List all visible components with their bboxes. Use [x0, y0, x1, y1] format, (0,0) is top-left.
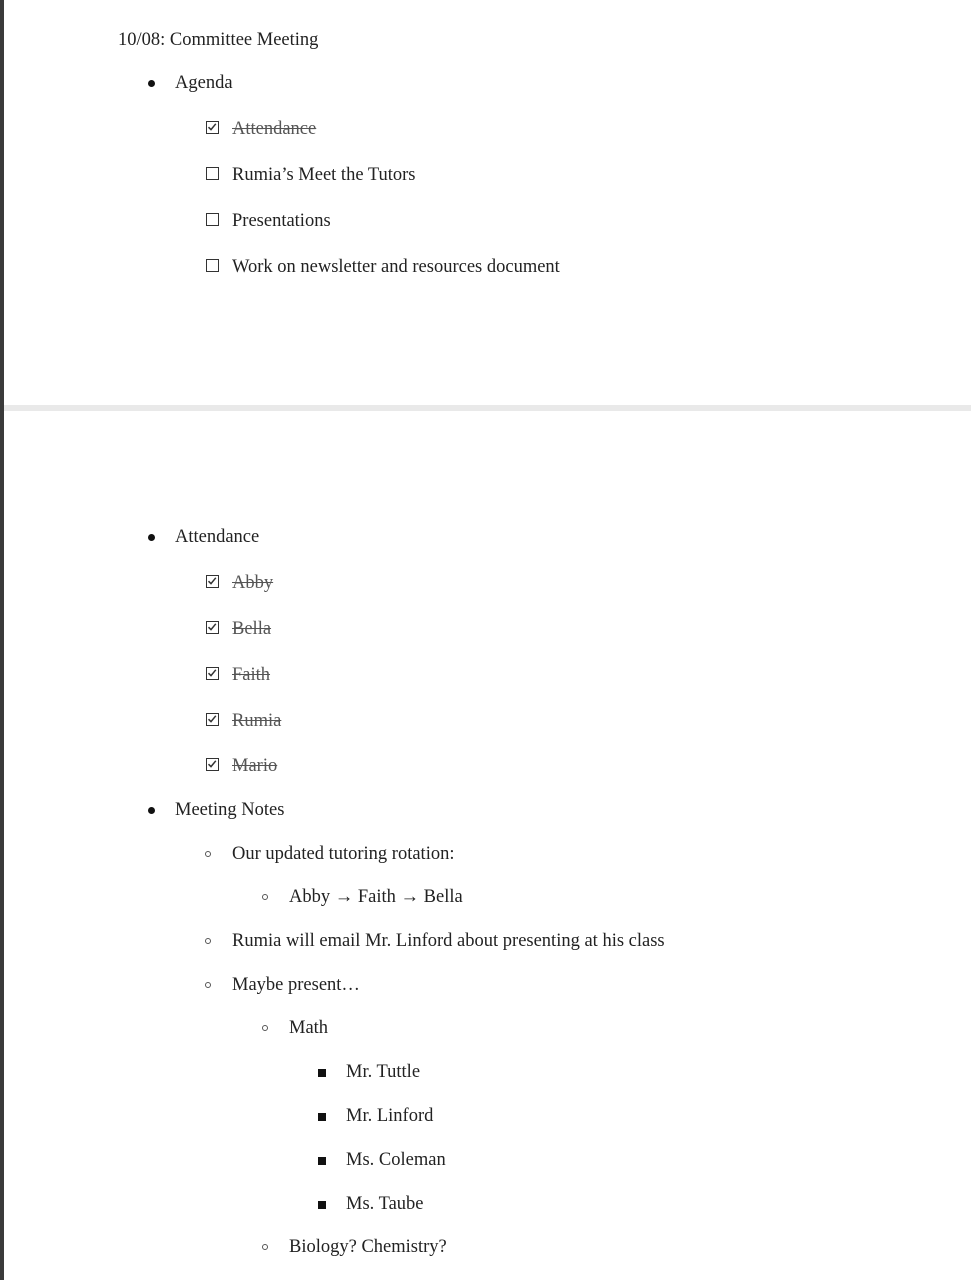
attendance-heading: Attendance — [175, 527, 260, 547]
note-subitem: Biology? Chemistry? — [289, 1237, 447, 1257]
check-icon — [207, 759, 217, 769]
attendance-item: Abby — [232, 573, 274, 593]
check-icon — [207, 714, 217, 724]
checkbox-unchecked[interactable] — [206, 213, 219, 226]
agenda-heading: Agenda — [175, 73, 233, 93]
page-break — [4, 405, 971, 411]
checkbox-checked[interactable] — [206, 621, 219, 634]
note-item: Our updated tutoring rotation: — [232, 844, 455, 864]
page-title: 10/08: Committee Meeting — [118, 30, 319, 50]
checkbox-checked[interactable] — [206, 575, 219, 588]
agenda-item: Attendance — [232, 119, 317, 139]
bullet-disc — [148, 534, 155, 541]
teacher-item: Ms. Coleman — [346, 1150, 446, 1170]
attendance-item: Rumia — [232, 711, 282, 731]
attendance-item: Faith — [232, 665, 271, 685]
check-icon — [207, 122, 217, 132]
attendance-item: Bella — [232, 619, 272, 639]
checkbox-checked[interactable] — [206, 121, 219, 134]
check-icon — [207, 668, 217, 678]
bullet-square — [318, 1201, 326, 1209]
attendance-item: Mario — [232, 756, 278, 776]
teacher-item: Mr. Tuttle — [346, 1062, 421, 1082]
teacher-item: Mr. Linford — [346, 1106, 434, 1126]
bullet-square — [318, 1113, 326, 1121]
checkbox-unchecked[interactable] — [206, 259, 219, 272]
check-icon — [207, 576, 217, 586]
agenda-item: Presentations — [232, 211, 331, 231]
bullet-square — [318, 1157, 326, 1165]
bullet-disc — [148, 807, 155, 814]
bullet-circle — [262, 1025, 268, 1031]
checkbox-unchecked[interactable] — [206, 167, 219, 180]
checkbox-checked[interactable] — [206, 667, 219, 680]
checkbox-checked[interactable] — [206, 713, 219, 726]
bullet-circle — [205, 938, 211, 944]
notes-heading: Meeting Notes — [175, 800, 285, 820]
bullet-disc — [148, 80, 155, 87]
note-subitem: Math — [289, 1018, 329, 1038]
viewer-left-edge — [0, 0, 4, 1280]
note-item: Maybe present… — [232, 975, 360, 995]
bullet-square — [318, 1069, 326, 1077]
note-subitem: Abby → Faith → Bella — [289, 887, 463, 907]
bullet-circle — [205, 982, 211, 988]
check-icon — [207, 622, 217, 632]
bullet-circle — [262, 894, 268, 900]
bullet-circle — [205, 851, 211, 857]
teacher-item: Ms. Taube — [346, 1194, 424, 1214]
agenda-item: Rumia’s Meet the Tutors — [232, 165, 416, 185]
agenda-item: Work on newsletter and resources document — [232, 257, 560, 277]
checkbox-checked[interactable] — [206, 758, 219, 771]
bullet-circle — [262, 1244, 268, 1250]
note-item: Rumia will email Mr. Linford about presenting at his class — [232, 931, 665, 951]
